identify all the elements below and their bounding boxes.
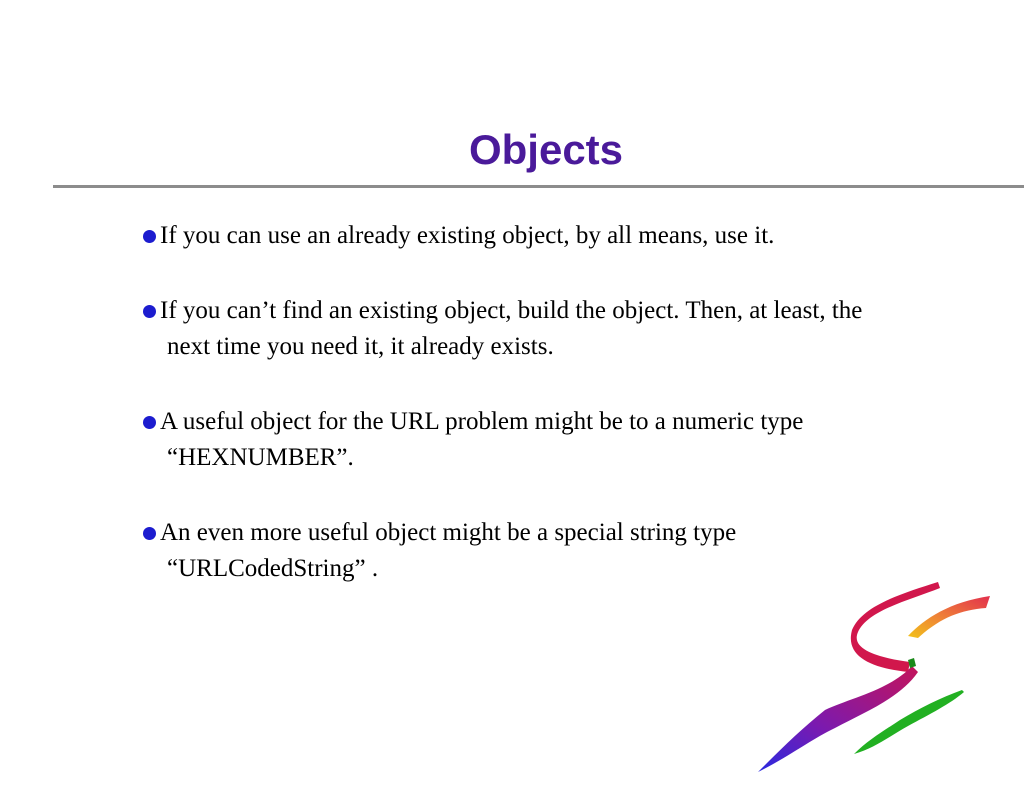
slide-title: Objects [468, 126, 624, 173]
bullet-item [140, 293, 900, 365]
bullet-text: If you can’t find an existing object, build the object. Then, at least, the next time you need it, it already exists. [160, 297, 863, 360]
brush-stroke-s-logo-icon [750, 580, 1000, 775]
logo-orange-stroke [908, 596, 990, 638]
bullet-text: If you can use an already existing object, by all means, use it. [160, 222, 775, 249]
bullet-dot-icon [143, 416, 156, 429]
bullet-item [140, 218, 900, 254]
bullet-text: A useful object for the URL problem might be to a numeric type “HEXNUMBER”. [160, 408, 804, 471]
logo-purple-stroke [758, 666, 918, 772]
title-divider [53, 185, 1024, 188]
logo-green-accent [908, 658, 916, 668]
bullet-item [140, 515, 900, 587]
bullet-dot-icon [143, 305, 156, 318]
bullet-dot-icon [143, 527, 156, 540]
bullet-item [140, 404, 900, 476]
bullet-text: An even more useful object might be a special string type “URLCodedString” . [160, 519, 737, 582]
bullet-list [140, 218, 900, 626]
bullet-dot-icon [143, 230, 156, 243]
